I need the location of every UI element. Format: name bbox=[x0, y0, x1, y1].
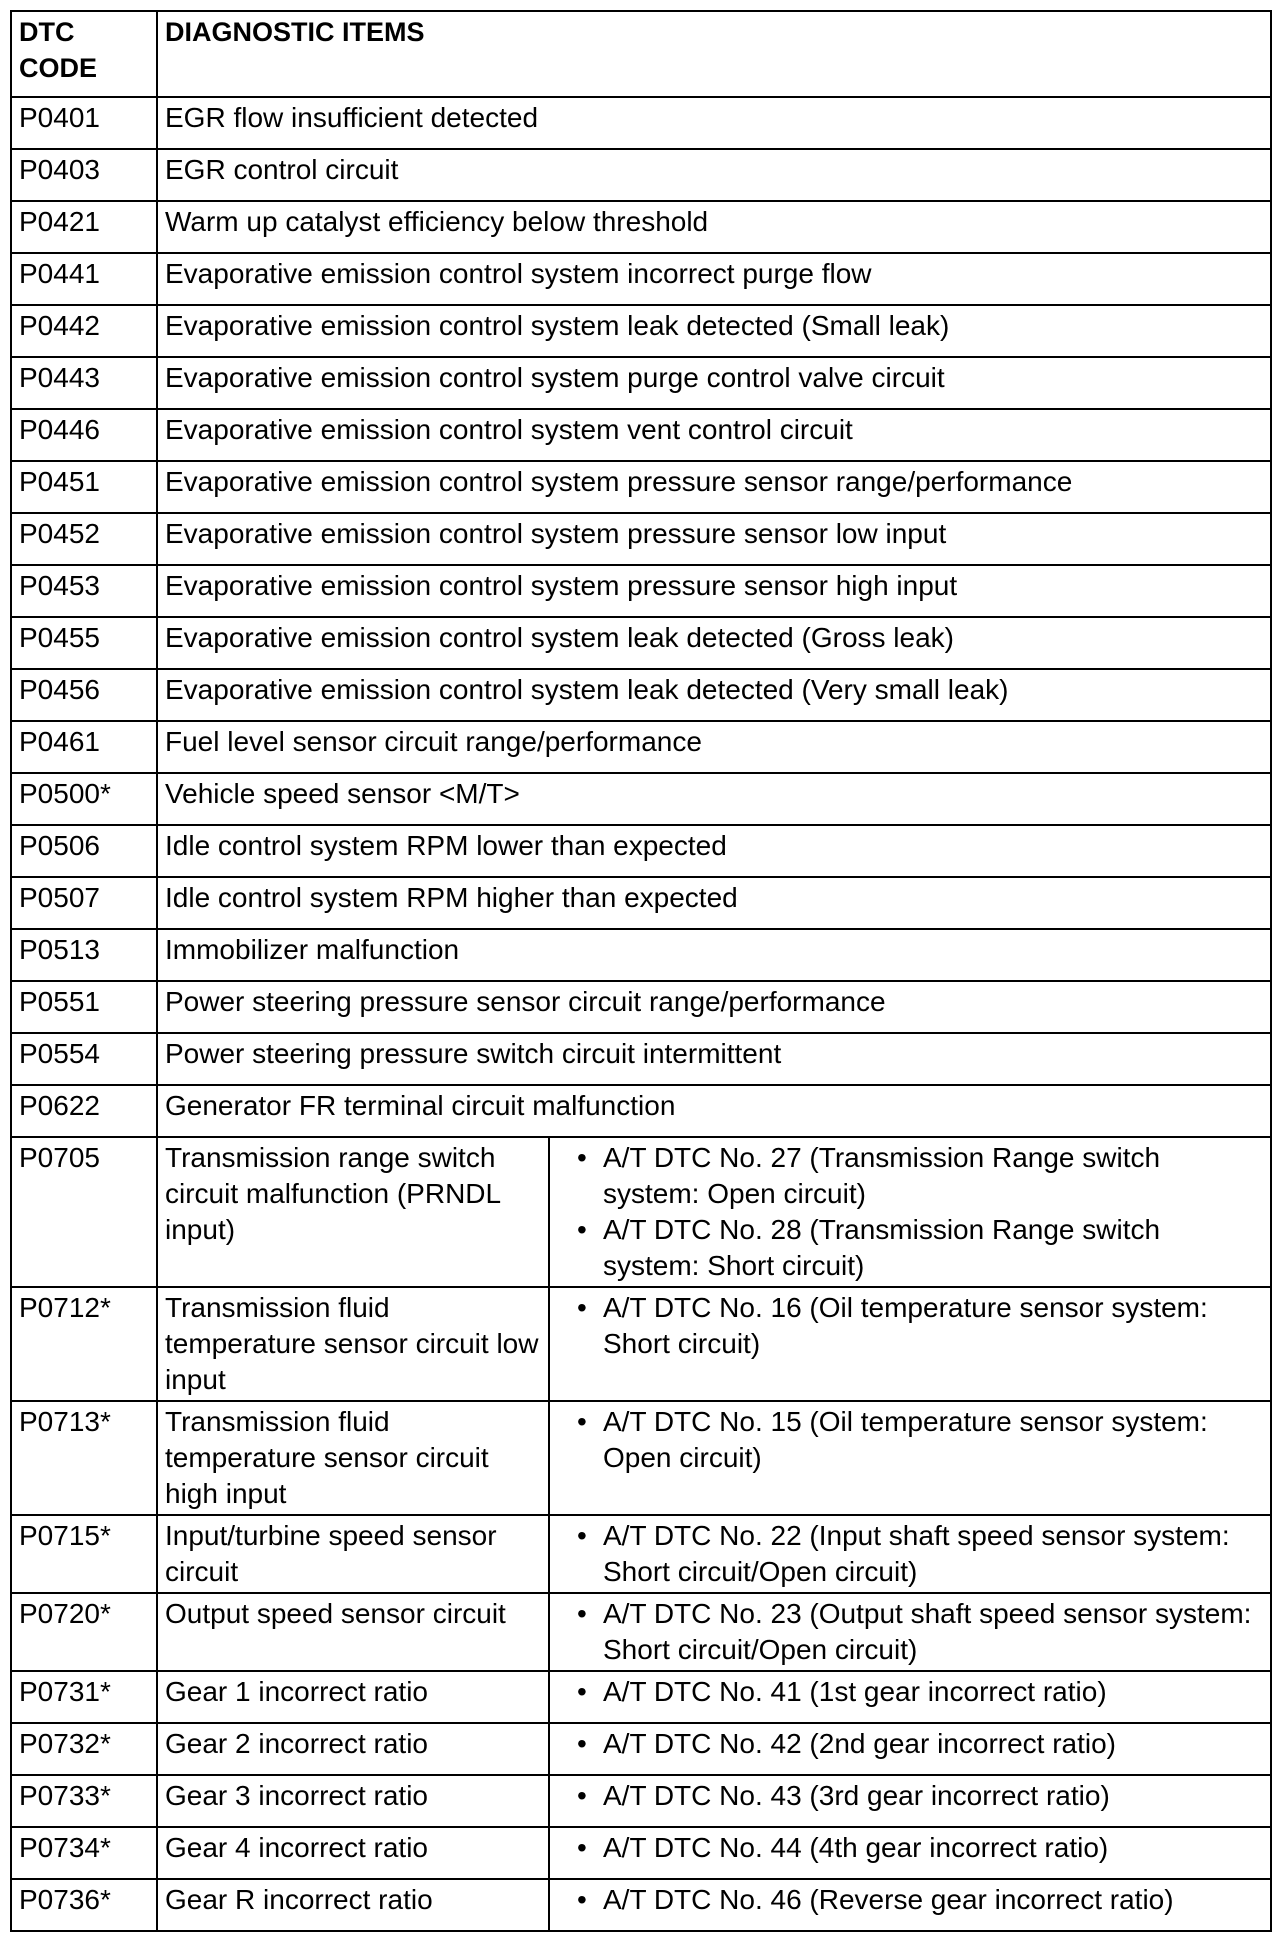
at-dtc-notes-cell bbox=[549, 1593, 1271, 1671]
at-dtc-note: • A/T DTC No. 15 (Oil temperature sensor system: Open circuit) bbox=[577, 1404, 1262, 1476]
diagnostic-item-cell: EGR flow insufficient detected bbox=[157, 97, 1271, 149]
diagnostic-item-cell: Evaporative emission control system leak detected (Small leak) bbox=[157, 305, 1271, 357]
dtc-code-cell: P0442 bbox=[11, 305, 157, 357]
dtc-table bbox=[10, 10, 1272, 1932]
at-dtc-note: • A/T DTC No. 28 (Transmission Range switch system: Short circuit) bbox=[577, 1212, 1262, 1284]
table-row bbox=[11, 97, 1271, 149]
at-dtc-note: • A/T DTC No. 16 (Oil temperature sensor system: Short circuit) bbox=[577, 1290, 1262, 1362]
diagnostic-item-cell: Gear R incorrect ratio bbox=[157, 1879, 549, 1931]
at-dtc-note: • A/T DTC No. 41 (1st gear incorrect ratio) bbox=[577, 1674, 1262, 1710]
at-dtc-notes-cell bbox=[549, 1827, 1271, 1879]
at-dtc-notes-cell bbox=[549, 1723, 1271, 1775]
dtc-code-cell: P0513 bbox=[11, 929, 157, 981]
diagnostic-item-cell: Evaporative emission control system pressure sensor range/performance bbox=[157, 461, 1271, 513]
table-row bbox=[11, 1401, 1271, 1515]
at-dtc-list bbox=[557, 1404, 1262, 1476]
at-dtc-list bbox=[557, 1518, 1262, 1590]
dtc-code-cell: P0500* bbox=[11, 773, 157, 825]
diagnostic-item-cell: Evaporative emission control system vent control circuit bbox=[157, 409, 1271, 461]
dtc-code-cell: P0507 bbox=[11, 877, 157, 929]
diagnostic-item-cell: Idle control system RPM higher than expected bbox=[157, 877, 1271, 929]
table-row bbox=[11, 1775, 1271, 1827]
at-dtc-list bbox=[557, 1140, 1262, 1284]
dtc-code-cell: P0622 bbox=[11, 1085, 157, 1137]
table-row bbox=[11, 1137, 1271, 1287]
dtc-code-cell: P0715* bbox=[11, 1515, 157, 1593]
at-dtc-notes-cell bbox=[549, 1137, 1271, 1287]
dtc-code-cell: P0554 bbox=[11, 1033, 157, 1085]
diagnostic-item-cell: Evaporative emission control system leak detected (Very small leak) bbox=[157, 669, 1271, 721]
diagnostic-item-cell: Gear 4 incorrect ratio bbox=[157, 1827, 549, 1879]
table-body bbox=[11, 97, 1271, 1931]
dtc-code-cell: P0731* bbox=[11, 1671, 157, 1723]
dtc-code-cell: P0451 bbox=[11, 461, 157, 513]
dtc-code-cell: P0403 bbox=[11, 149, 157, 201]
dtc-code-cell: P0461 bbox=[11, 721, 157, 773]
at-dtc-note: • A/T DTC No. 46 (Reverse gear incorrect ratio) bbox=[577, 1882, 1262, 1918]
diagnostic-item-cell: Vehicle speed sensor <M/T> bbox=[157, 773, 1271, 825]
at-dtc-notes-cell bbox=[549, 1879, 1271, 1931]
diagnostic-item-cell: Transmission fluid temperature sensor circuit high input bbox=[157, 1401, 549, 1515]
dtc-code-cell: P0713* bbox=[11, 1401, 157, 1515]
table-row bbox=[11, 201, 1271, 253]
dtc-code-cell: P0452 bbox=[11, 513, 157, 565]
at-dtc-list bbox=[557, 1290, 1262, 1362]
table-row bbox=[11, 1593, 1271, 1671]
at-dtc-list bbox=[557, 1596, 1262, 1668]
at-dtc-notes-cell bbox=[549, 1775, 1271, 1827]
table-row bbox=[11, 1287, 1271, 1401]
at-dtc-notes-cell bbox=[549, 1401, 1271, 1515]
dtc-code-cell: P0456 bbox=[11, 669, 157, 721]
diagnostic-item-cell: Evaporative emission control system incorrect purge flow bbox=[157, 253, 1271, 305]
at-dtc-note: • A/T DTC No. 44 (4th gear incorrect ratio) bbox=[577, 1830, 1262, 1866]
dtc-code-cell: P0734* bbox=[11, 1827, 157, 1879]
table-row bbox=[11, 1879, 1271, 1931]
table-row bbox=[11, 617, 1271, 669]
header-diagnostic-items: DIAGNOSTIC ITEMS bbox=[157, 11, 1271, 97]
table-row bbox=[11, 565, 1271, 617]
dtc-code-cell: P0720* bbox=[11, 1593, 157, 1671]
dtc-code-cell: P0453 bbox=[11, 565, 157, 617]
dtc-code-cell: P0712* bbox=[11, 1287, 157, 1401]
table-row bbox=[11, 669, 1271, 721]
diagnostic-item-cell: Transmission fluid temperature sensor circuit low input bbox=[157, 1287, 549, 1401]
table-row bbox=[11, 1033, 1271, 1085]
at-dtc-note: • A/T DTC No. 23 (Output shaft speed sensor system: Short circuit/Open circuit) bbox=[577, 1596, 1262, 1668]
table-row bbox=[11, 149, 1271, 201]
at-dtc-note: • A/T DTC No. 42 (2nd gear incorrect ratio) bbox=[577, 1726, 1262, 1762]
at-dtc-notes-cell bbox=[549, 1515, 1271, 1593]
table-row bbox=[11, 825, 1271, 877]
diagnostic-item-cell: Idle control system RPM lower than expected bbox=[157, 825, 1271, 877]
dtc-code-cell: P0446 bbox=[11, 409, 157, 461]
table-row bbox=[11, 461, 1271, 513]
table-row bbox=[11, 721, 1271, 773]
at-dtc-note: • A/T DTC No. 27 (Transmission Range switch system: Open circuit) bbox=[577, 1140, 1262, 1212]
table-row bbox=[11, 929, 1271, 981]
table-row bbox=[11, 773, 1271, 825]
at-dtc-list bbox=[557, 1778, 1262, 1814]
diagnostic-item-cell: Generator FR terminal circuit malfunction bbox=[157, 1085, 1271, 1137]
diagnostic-item-cell: Warm up catalyst efficiency below threshold bbox=[157, 201, 1271, 253]
dtc-code-cell: P0401 bbox=[11, 97, 157, 149]
diagnostic-item-cell: Evaporative emission control system pressure sensor high input bbox=[157, 565, 1271, 617]
diagnostic-item-cell: Gear 2 incorrect ratio bbox=[157, 1723, 549, 1775]
diagnostic-item-cell: EGR control circuit bbox=[157, 149, 1271, 201]
dtc-code-cell: P0551 bbox=[11, 981, 157, 1033]
table-row bbox=[11, 1827, 1271, 1879]
diagnostic-item-cell: Gear 3 incorrect ratio bbox=[157, 1775, 549, 1827]
header-dtc-code: DTC CODE bbox=[11, 11, 157, 97]
table-row bbox=[11, 357, 1271, 409]
diagnostic-item-cell: Evaporative emission control system purge control valve circuit bbox=[157, 357, 1271, 409]
table-header-row bbox=[11, 11, 1271, 97]
diagnostic-item-cell: Power steering pressure sensor circuit range/performance bbox=[157, 981, 1271, 1033]
diagnostic-item-cell: Power steering pressure switch circuit intermittent bbox=[157, 1033, 1271, 1085]
table-row bbox=[11, 981, 1271, 1033]
diagnostic-item-cell: Evaporative emission control system pressure sensor low input bbox=[157, 513, 1271, 565]
dtc-code-cell: P0736* bbox=[11, 1879, 157, 1931]
diagnostic-item-cell: Output speed sensor circuit bbox=[157, 1593, 549, 1671]
diagnostic-item-cell: Immobilizer malfunction bbox=[157, 929, 1271, 981]
dtc-code-cell: P0506 bbox=[11, 825, 157, 877]
dtc-code-cell: P0421 bbox=[11, 201, 157, 253]
table-row bbox=[11, 253, 1271, 305]
at-dtc-notes-cell bbox=[549, 1287, 1271, 1401]
dtc-code-cell: P0441 bbox=[11, 253, 157, 305]
at-dtc-list bbox=[557, 1726, 1262, 1762]
dtc-code-cell: P0455 bbox=[11, 617, 157, 669]
at-dtc-list bbox=[557, 1674, 1262, 1710]
table-row bbox=[11, 1085, 1271, 1137]
table-row bbox=[11, 1723, 1271, 1775]
table-row bbox=[11, 513, 1271, 565]
dtc-code-cell: P0732* bbox=[11, 1723, 157, 1775]
at-dtc-list bbox=[557, 1882, 1262, 1918]
dtc-code-cell: P0733* bbox=[11, 1775, 157, 1827]
diagnostic-item-cell: Transmission range switch circuit malfunction (PRNDL input) bbox=[157, 1137, 549, 1287]
diagnostic-item-cell: Evaporative emission control system leak detected (Gross leak) bbox=[157, 617, 1271, 669]
dtc-code-cell: P0705 bbox=[11, 1137, 157, 1287]
table-row bbox=[11, 1515, 1271, 1593]
diagnostic-item-cell: Input/turbine speed sensor circuit bbox=[157, 1515, 549, 1593]
table-row bbox=[11, 1671, 1271, 1723]
at-dtc-list bbox=[557, 1830, 1262, 1866]
table-row bbox=[11, 877, 1271, 929]
diagnostic-item-cell: Fuel level sensor circuit range/performance bbox=[157, 721, 1271, 773]
dtc-code-cell: P0443 bbox=[11, 357, 157, 409]
table-row bbox=[11, 409, 1271, 461]
table-row bbox=[11, 305, 1271, 357]
at-dtc-note: • A/T DTC No. 22 (Input shaft speed sensor system: Short circuit/Open circuit) bbox=[577, 1518, 1262, 1590]
diagnostic-item-cell: Gear 1 incorrect ratio bbox=[157, 1671, 549, 1723]
at-dtc-note: • A/T DTC No. 43 (3rd gear incorrect ratio) bbox=[577, 1778, 1262, 1814]
at-dtc-notes-cell bbox=[549, 1671, 1271, 1723]
